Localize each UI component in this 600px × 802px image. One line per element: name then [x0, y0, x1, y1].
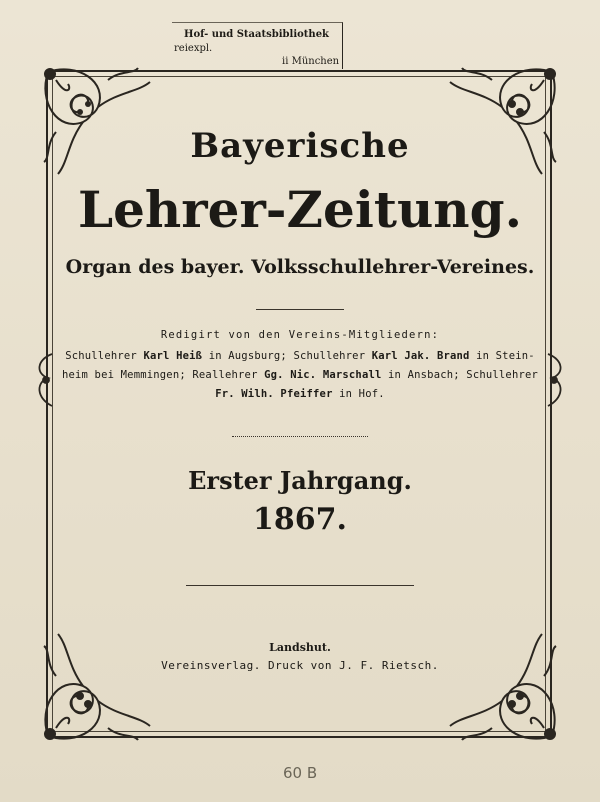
- title-line-1: Bayerische: [190, 126, 410, 166]
- stamp-line-1: Hof- und Staatsbibliothek: [184, 29, 329, 40]
- redaction-line-3: Fr. Wilh. Pfeiffer in Hof.: [215, 388, 385, 400]
- library-stamp: [172, 22, 343, 69]
- editor-name-1: Karl Heiß: [143, 350, 203, 362]
- shelfmark-pencil: 60 B: [283, 764, 318, 782]
- divider-rule-3: [186, 585, 414, 586]
- stamp-line-2: reiexpl.: [174, 43, 213, 54]
- year-label: 1867.: [253, 502, 347, 537]
- editor-name-4: Fr. Wilh. Pfeiffer: [215, 388, 333, 400]
- title-line-2: Lehrer-Zeitung.: [77, 180, 523, 239]
- stamp-line-3: ii München: [282, 56, 340, 67]
- divider-rule-1: [256, 309, 344, 310]
- redaction-line-1: Schullehrer Karl Heiß in Augsburg; Schullehrer Karl Jak. Brand in Stein-: [65, 350, 535, 362]
- redaction-heading: Redigirt von den Vereins-Mitgliedern:: [160, 329, 440, 341]
- imprint-place: Landshut.: [269, 641, 331, 654]
- editor-name-2: Karl Jak. Brand: [371, 350, 470, 362]
- divider-rule-2: [232, 436, 368, 438]
- volume-label: Erster Jahrgang.: [188, 466, 412, 495]
- editor-name-3: Gg. Nic. Marschall: [264, 369, 382, 381]
- subtitle-organ: Organ des bayer. Volksschullehrer-Vereines.: [65, 256, 535, 278]
- redaction-line-2: heim bei Memmingen; Reallehrer Gg. Nic. Marschall in Ansbach; Schullehrer: [61, 369, 539, 381]
- imprint-publisher: Vereinsverlag. Druck von J. F. Rietsch.: [161, 659, 439, 672]
